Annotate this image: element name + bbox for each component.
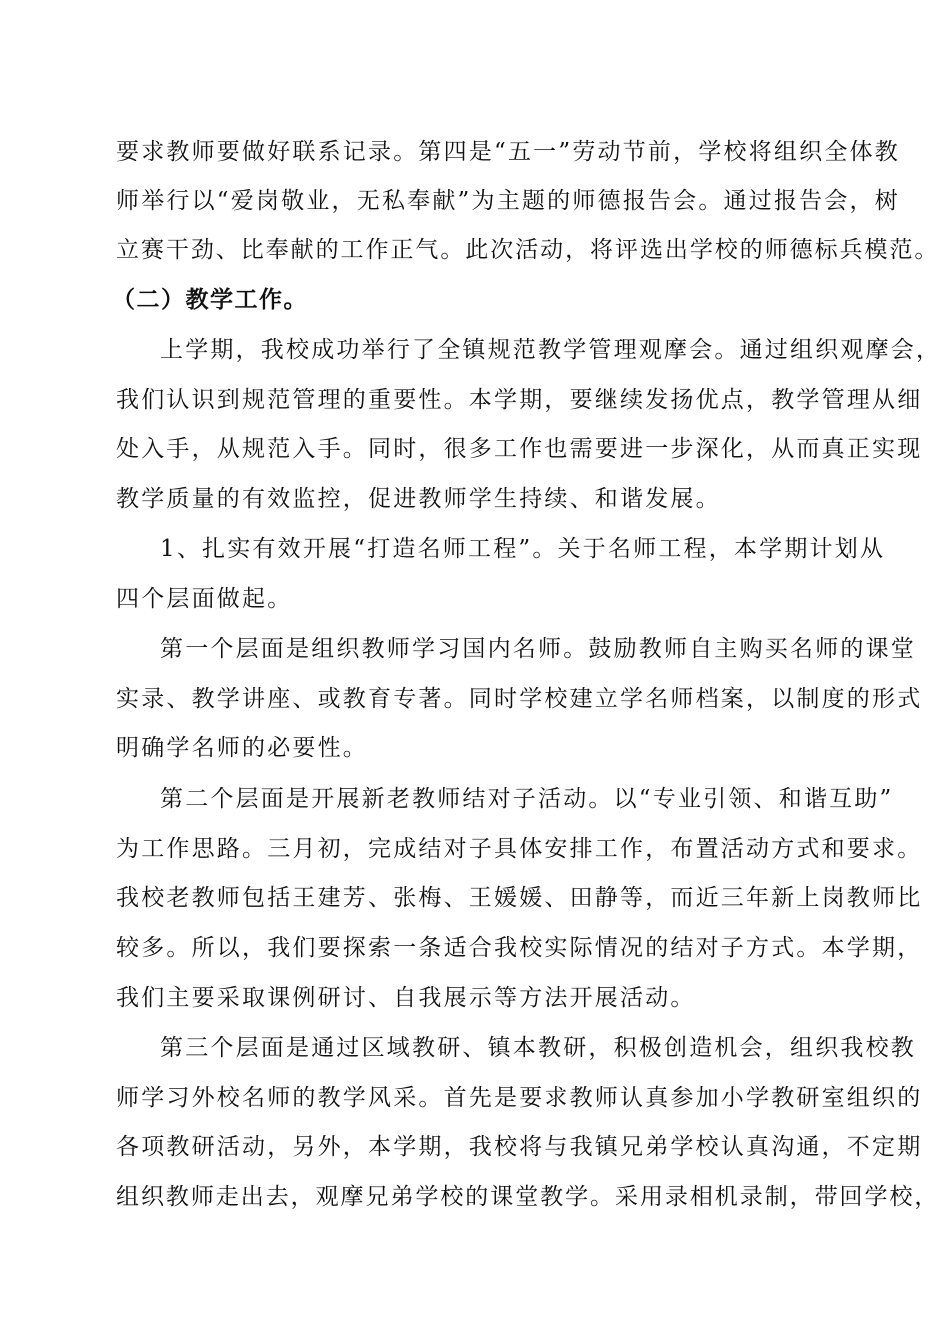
text-line: 四个层面做起。 [116,586,293,612]
text-line: 处入手，从规范入手。同时，很多工作也需要进一步深化，从而真正实现 [116,436,923,462]
section-heading: （二）教学工作。 [112,287,308,313]
text-line: 要求教师要做好联系记录。第四是“五一”劳动节前，学校将组织全体教 [116,139,900,165]
text-line: 组织教师走出去，观摩兄弟学校的课堂教学。采用录相机录制，带回学校， [116,1184,940,1210]
text-line: 师学习外校名师的教学风采。首先是要求教师认真参加小学教研室组织的 [116,1085,923,1111]
text-line: 教学质量的有效监控，促进教师学生持续、和谐发展。 [116,486,721,512]
text-line: 第二个层面是开展新老教师结对子活动。以“专业引领、和谐互助” [160,786,894,812]
text-line: 各项教研活动，另外，本学期，我校将与我镇兄弟学校认真沟通，不定期 [116,1134,923,1160]
text-line: 我们主要采取课例研讨、自我展示等方法开展活动。 [116,985,696,1011]
text-line: 为工作思路。三月初，完成结对子具体安排工作，布置活动方式和要求。 [116,836,923,862]
text-line: 第一个层面是组织教师学习国内名师。鼓励教师自主购买名师的课堂 [160,636,916,662]
text-line: 我校老教师包括王建芳、张梅、王媛媛、田静等，而近三年新上岗教师比 [116,885,923,911]
text-line: 师举行以“爱岗敬业，无私奉献”为主题的师德报告会。通过报告会，树 [116,188,900,214]
text-line: 较多。所以，我们要探索一条适合我校实际情况的结对子方式。本学期， [116,935,923,961]
text-line: 我们认识到规范管理的重要性。本学期，要继续发扬优点，教学管理从细 [116,387,923,413]
text-line: 上学期，我校成功举行了全镇规范教学管理观摩会。通过组织观摩会， [160,337,942,363]
text-line: 明确学名师的必要性。 [116,735,368,761]
text-line: 实录、教学讲座、或教育专著。同时学校建立学名师档案，以制度的形式 [116,686,923,712]
text-line: 第三个层面是通过区域教研、镇本教研，积极创造机会，组织我校教 [160,1035,916,1061]
text-line: 1、扎实有效开展“打造名师工程”。关于名师工程，本学期计划从 [160,536,886,562]
text-line: 立赛干劲、比奉献的工作正气。此次活动，将评选出学校的师德标兵模范。 [116,237,940,263]
